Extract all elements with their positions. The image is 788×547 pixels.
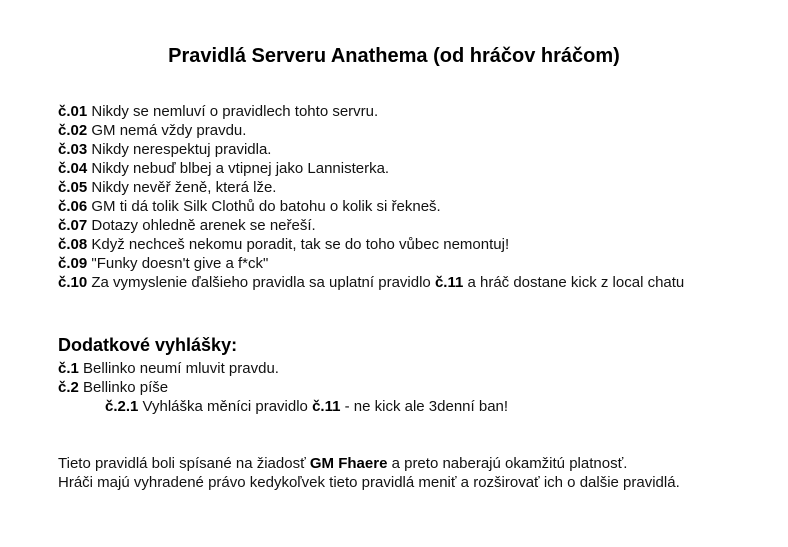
text-segment: Nikdy se nemluví o pravidlech tohto servru. <box>87 103 379 120</box>
bold-text-segment: č.01 <box>58 103 88 120</box>
footer-line <box>58 473 748 492</box>
rule-line <box>58 121 748 140</box>
text-segment: GM nemá vždy pravdu. <box>87 122 247 139</box>
text-segment: Dotazy ohledně arenek se neřeší. <box>87 217 316 234</box>
bold-text-segment: č.1 <box>58 360 79 377</box>
bold-text-segment: č.11 <box>434 274 464 291</box>
addendum-heading: Dodatkové vyhlášky: <box>58 335 238 355</box>
rule-line <box>58 254 748 273</box>
text-segment: - ne kick ale 3denní ban! <box>340 398 509 415</box>
rule-line <box>58 273 748 292</box>
rule-line <box>58 140 748 159</box>
document-title: Pravidlá Serveru Anathema (od hráčov hráčom) <box>168 45 620 67</box>
rule-line <box>58 197 748 216</box>
rules-list <box>58 102 748 292</box>
bold-text-segment: GM Fhaere <box>309 455 388 472</box>
addendum-item <box>58 397 748 416</box>
text-segment: Tieto pravidlá boli spísané na žiadosť <box>58 455 310 472</box>
text-segment: Bellinko píše <box>78 379 169 396</box>
footer-line <box>58 454 748 473</box>
bold-text-segment: č.11 <box>312 398 341 415</box>
text-segment: Nikdy nerespektuj pravidla. <box>87 141 272 158</box>
bold-text-segment: č.09 <box>58 255 88 272</box>
rule-line <box>58 235 748 254</box>
bold-text-segment: č.06 <box>58 198 88 215</box>
rule-line <box>58 216 748 235</box>
bold-text-segment: č.04 <box>58 160 88 177</box>
bold-text-segment: č.03 <box>58 141 88 158</box>
rule-line <box>58 102 748 121</box>
text-segment: Hráči majú vyhradené právo kedykoľvek tieto pravidlá meniť a rozširovať ich o dalšie pravidlá. <box>58 474 680 491</box>
bold-text-segment: č.05 <box>58 179 88 196</box>
rule-line <box>58 159 748 178</box>
addendum-item <box>58 378 748 397</box>
text-segment: Nikdy nevěř ženě, která lže. <box>87 179 277 196</box>
text-segment: "Funky doesn't give a f*ck" <box>87 255 269 272</box>
text-segment: Bellinko neumí mluvit pravdu. <box>78 360 279 377</box>
addendum-list <box>58 359 748 416</box>
text-segment: a preto naberajú okamžitú platnosť. <box>387 455 628 472</box>
text-segment: Když nechceš nekomu poradit, tak se do toho vůbec nemontuj! <box>87 236 510 253</box>
text-segment: a hráč dostane kick z local chatu <box>463 274 685 291</box>
text-segment: GM ti dá tolik Silk Clothů do batohu o kolik si řekneš. <box>87 198 441 215</box>
bold-text-segment: č.08 <box>58 236 88 253</box>
bold-text-segment: č.02 <box>58 122 88 139</box>
bold-text-segment: č.2.1 <box>105 398 139 415</box>
text-segment: Nikdy nebuď blbej a vtipnej jako Lannisterka. <box>87 160 390 177</box>
addendum-item <box>58 359 748 378</box>
footer-note <box>58 454 748 492</box>
rule-line <box>58 178 748 197</box>
bold-text-segment: č.10 <box>58 274 88 291</box>
bold-text-segment: č.07 <box>58 217 88 234</box>
text-segment: Vyhláška měníci pravidlo <box>138 398 313 415</box>
bold-text-segment: č.2 <box>58 379 79 396</box>
text-segment: Za vymyslenie ďalšieho pravidla sa uplatní pravidlo <box>87 274 435 291</box>
